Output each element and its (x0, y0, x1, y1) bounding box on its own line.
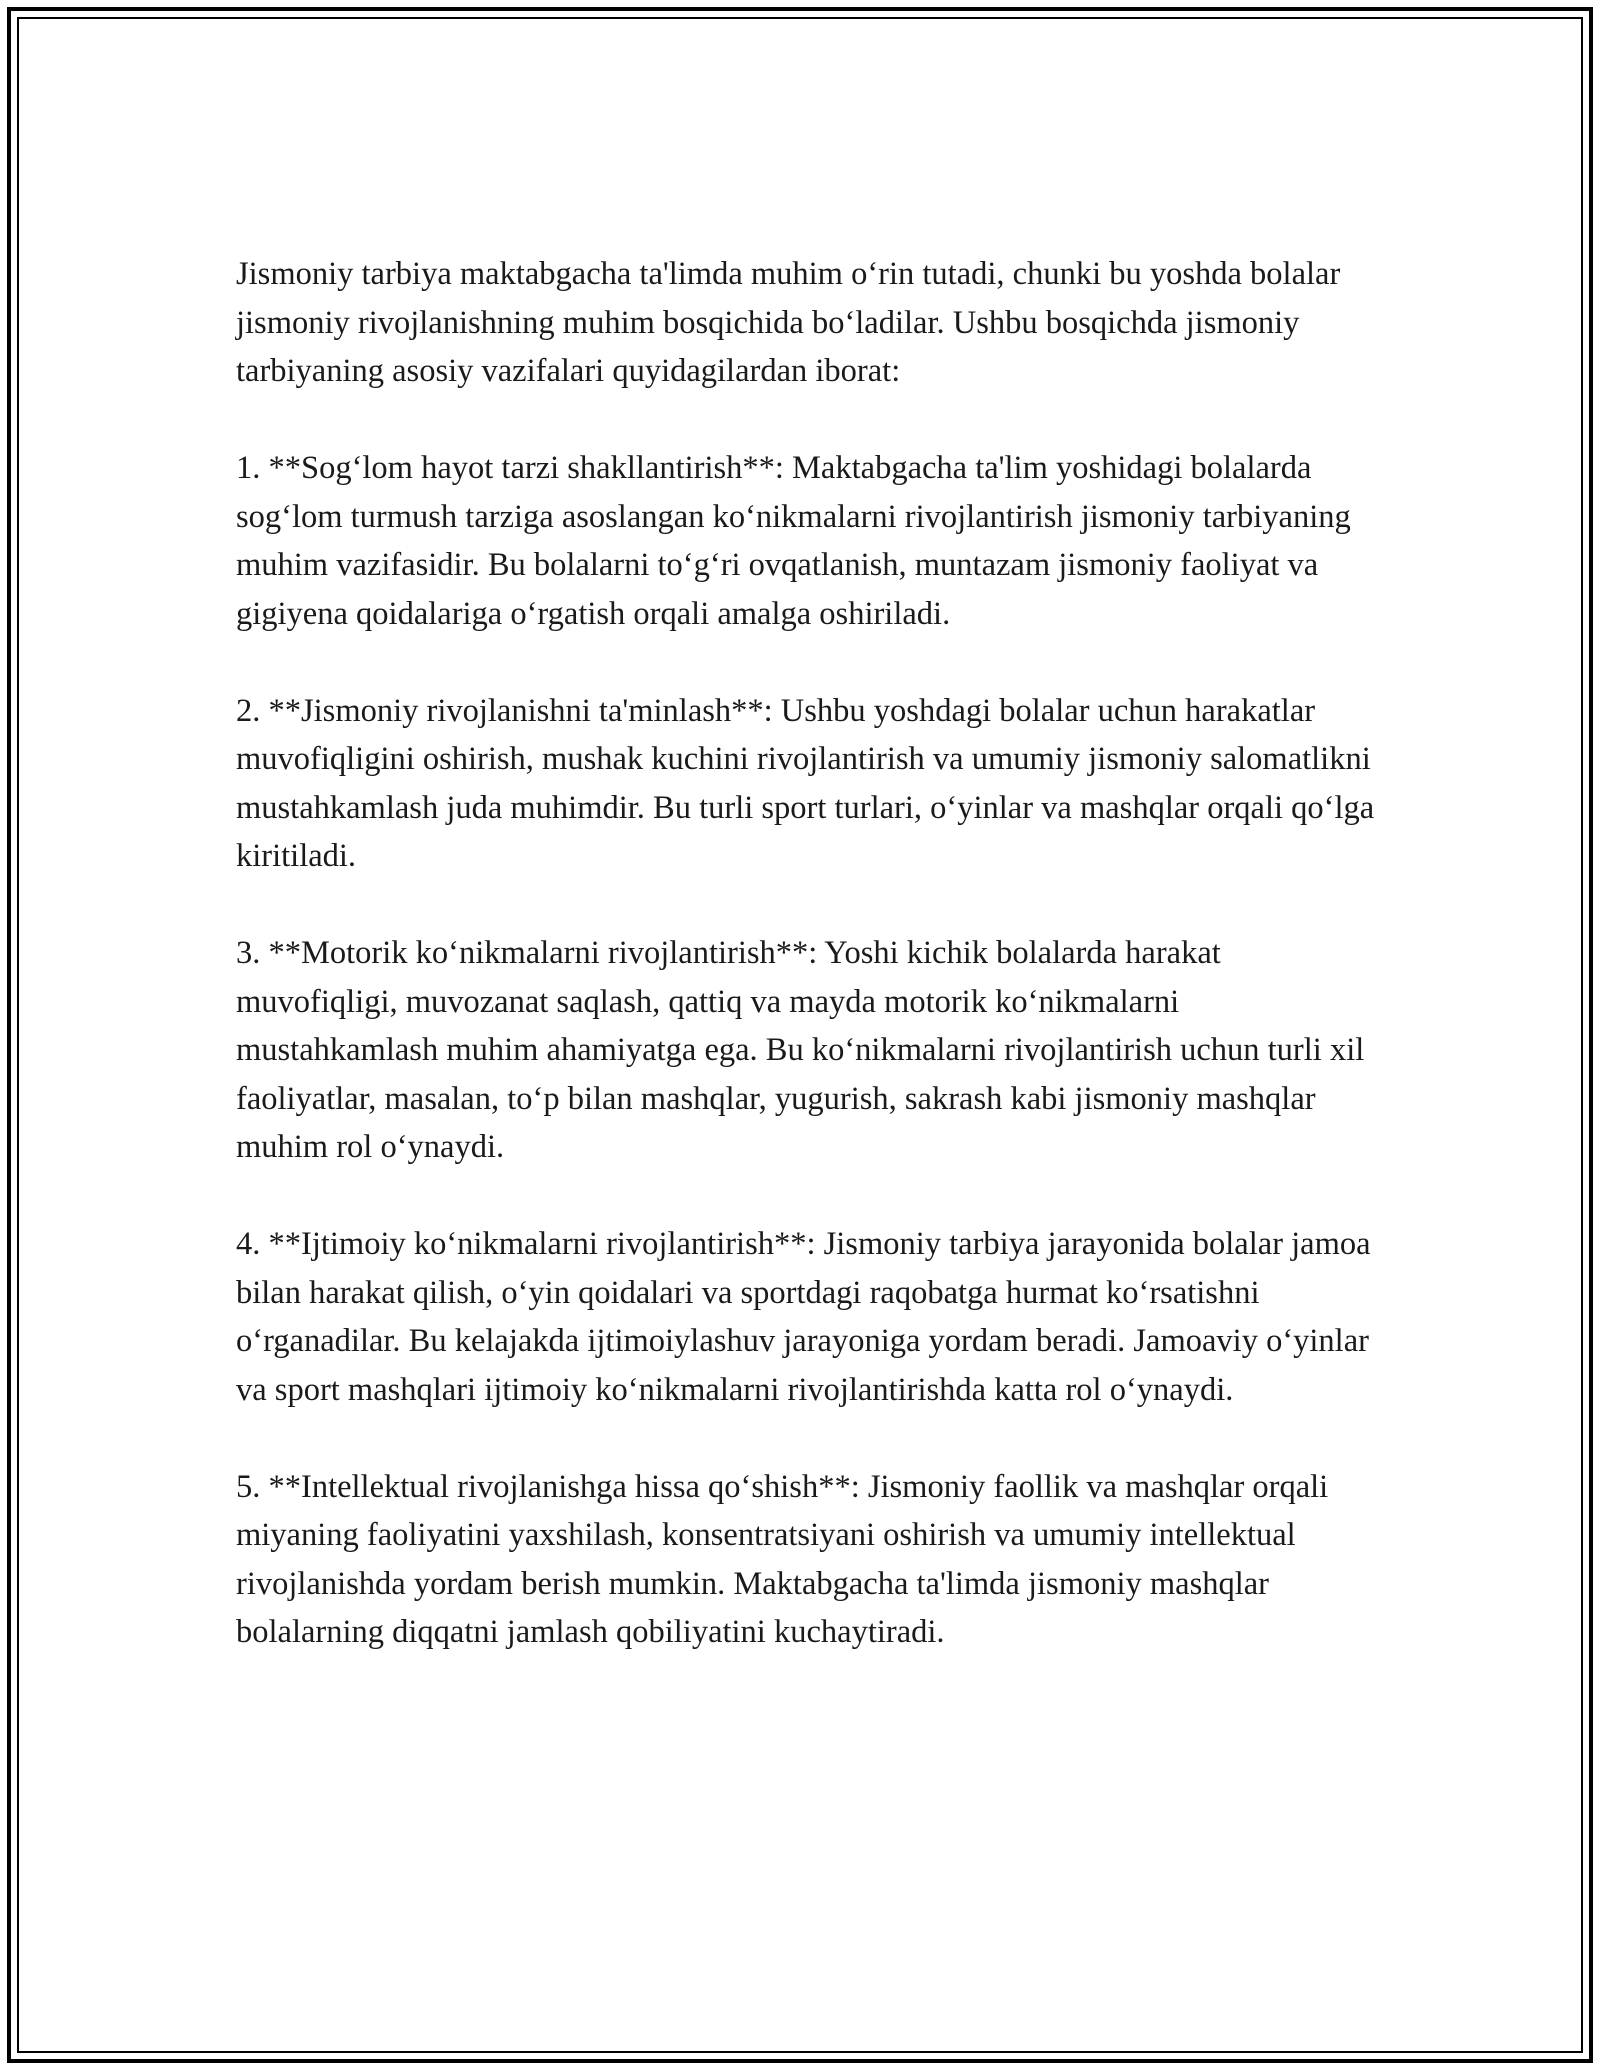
list-item: 4. **Ijtimoiy ko‘nikmalarni rivojlantirish**: Jismoniy tarbiya jarayonida bolalar jamoa bilan harakat qilish, o‘yin qoidalari va sportdagi raqobatga hurmat ko‘rsatishni o‘rganadilar. Bu kelajakda ijtimoiylashuv jarayoniga yordam beradi. Jamoaviy o‘yinlar va sport mashqlari ijtimoiy ko‘nikmalarni rivojlantirishda katta rol o‘ynaydi. (236, 1226, 1371, 1408)
intro-paragraph: Jismoniy tarbiya maktabgacha ta'limda muhim o‘rin tutadi, chunki bu yoshda bolalar jismoniy rivojlanishning muhim bosqichida bo‘ladilar. Ushbu bosqichda jismoniy tarbiyaning asosiy vazifalari quyidagilardan iborat: (236, 256, 1341, 389)
document-body (236, 250, 1386, 1705)
list-item: 1. **Sog‘lom hayot tarzi shakllantirish**: Maktabgacha ta'lim yoshidagi bolalarda sog‘lom turmush tarziga asoslangan ko‘nikmalarni rivojlantirish jismoniy tarbiyaning muhim vazifasidir. Bu bolalarni to‘g‘ri ovqatlanish, muntazam jismoniy faoliyat va gigiyena qoidalariga o‘rgatish orqali amalga oshiriladi. (236, 450, 1351, 632)
list-item: 5. **Intellektual rivojlanishga hissa qo‘shish**: Jismoniy faollik va mashqlar orqali miyaning faoliyatini yaxshilash, konsentratsiyani oshirish va umumiy intellektual rivojlanishda yordam berish mumkin. Maktabgacha ta'limda jismoniy mashqlar bolalarning diqqatni jamlash qobiliyatini kuchaytiradi. (236, 1468, 1329, 1650)
list-item: 2. **Jismoniy rivojlanishni ta'minlash**: Ushbu yoshdagi bolalar uchun harakatlar muvofiqligini oshirish, mushak kuchini rivojlantirish va umumiy jismoniy salomatlikni mustahkamlash juda muhimdir. Bu turli sport turlari, o‘yinlar va mashqlar orqali qo‘lga kiritiladi. (236, 692, 1375, 874)
list-item: 3. **Motorik ko‘nikmalarni rivojlantirish**: Yoshi kichik bolalarda harakat muvofiqligi, muvozanat saqlash, qattiq va mayda motorik ko‘nikmalarni mustahkamlash muhim ahamiyatga ega. Bu ko‘nikmalarni rivojlantirish uchun turli xil faoliyatlar, masalan, to‘p bilan mashqlar, yugurish, sakrash kabi jismoniy mashqlar muhim rol o‘ynaydi. (236, 935, 1365, 1165)
